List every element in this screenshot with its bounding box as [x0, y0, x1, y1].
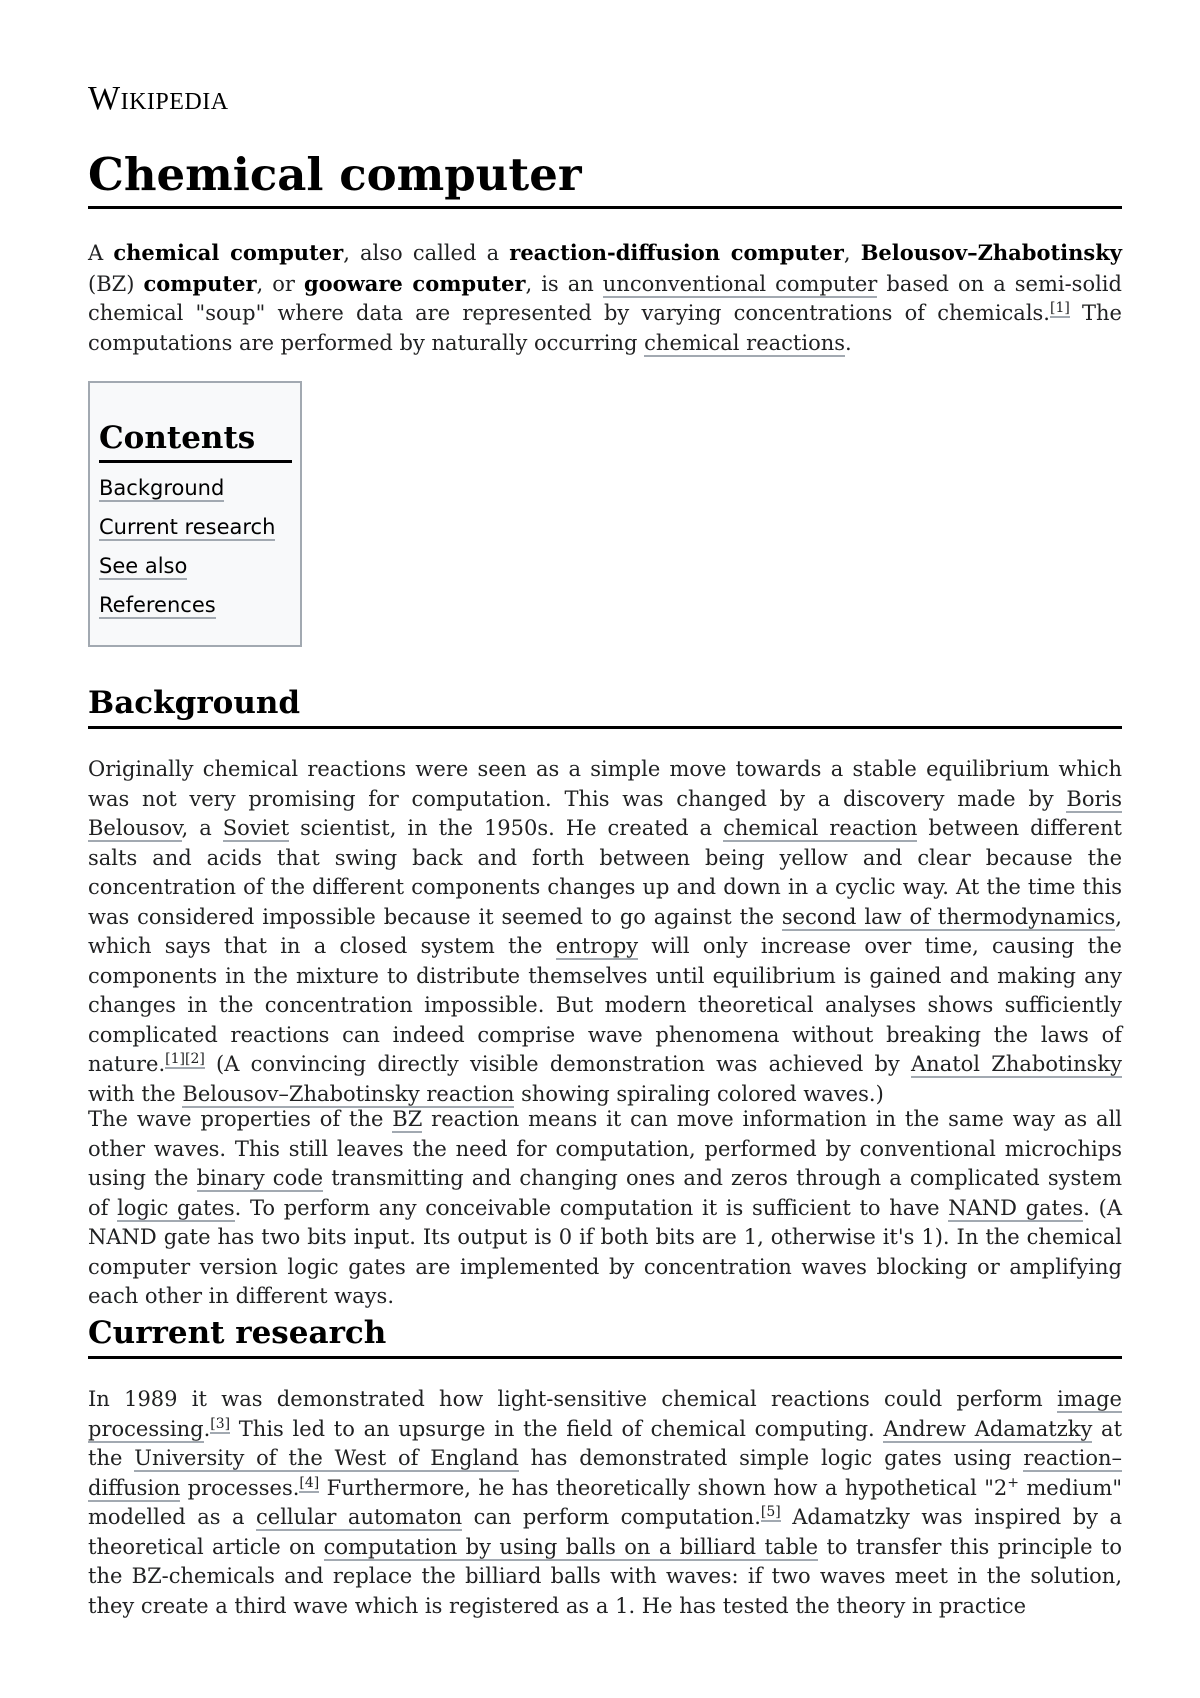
link-entropy[interactable]: entropy	[555, 934, 639, 958]
link-soviet[interactable]: Soviet	[222, 816, 290, 840]
toc-item-see-also[interactable]: See also	[99, 554, 188, 578]
heading-background: Background	[88, 688, 1122, 729]
bold-term: gooware computer	[303, 270, 526, 296]
citation-ref[interactable]: [1]	[1049, 300, 1070, 316]
link-belousov-zhabotinsky-reaction[interactable]: Belousov–Zhabotinsky reaction	[182, 1081, 515, 1106]
link-bz[interactable]: BZ	[392, 1107, 423, 1131]
citation-ref[interactable]: [4]	[299, 1474, 320, 1491]
link-andrew-adamatzky[interactable]: Andrew Adamatzky	[883, 1416, 1093, 1441]
citation-ref[interactable]: [5]	[760, 1504, 781, 1520]
citation-ref[interactable]: [3]	[210, 1415, 231, 1432]
page-title: Chemical computer	[88, 150, 1122, 209]
toc-title: Contents	[99, 423, 292, 463]
toc-item-current-research[interactable]: Current research	[99, 515, 276, 539]
link-reaction-diffusion[interactable]: reaction–diffusion	[88, 1446, 1122, 1500]
link-university-west-england[interactable]: University of the West of England	[134, 1446, 519, 1470]
link-chemical-reaction[interactable]: chemical reaction	[723, 816, 918, 840]
background-paragraph-1: Originally chemical reactions were seen as a simple move towards a stable equilibrium which was not very promising for computation. This was changed by a discovery made by Boris Belousov, a Soviet scientist, in the 1950s. He created a chemical reaction between different salts and acids that swing back and forth between being yellow and clear because the concentration of the different components changes up and down in a cyclic way. At the time this was considered impossible because it seemed to go against the second law of thermodynamics, which says that in a closed system the entropy will only increase over time, causing the components in the mixture to distribute themselves until equilibrium is gained and making any changes in the concentration impossible. But modern theoretical analyses shows sufficiently complicated reactions can indeed comprise wave phenomena without breaking the laws of nature.[1][2] (A convincing directly visible demonstration was achieved by Anatol Zhabotinsky with the Belousov–Zhabotinsky reaction showing spiraling colored waves.)	[88, 757, 1123, 1106]
heading-current-research: Current research	[88, 1318, 1122, 1359]
link-chemical-reactions[interactable]: chemical reactions	[644, 330, 846, 355]
link-image-processing[interactable]: image processing	[88, 1387, 1122, 1441]
intro-paragraph: A chemical computer, also called a reaction-diffusion computer, Belousov–Zhabotinsky (BZ) computer, or gooware computer, is an unconventional computer based on a semi-solid chemical "soup" where data are represented by varying concentrations of chemicals.[1] The computations are performed by naturally occurring chemical reactions.	[88, 240, 1122, 355]
link-billiard-ball-computer[interactable]: computation by using balls on a billiard table	[323, 1534, 819, 1559]
background-paragraph-2: The wave properties of the BZ reaction means it can move information in the same way as all other waves. This still leaves the need for computation, performed by conventional microchips using the binary code transmitting and changing ones and zeros through a complicated system of logic gates. To perform any conceivable computation it is sufficient to have NAND gates. (A NAND gate has two bits input. Its output is 0 if both bits are 1, otherwise it's 1). In the chemical computer version logic gates are implemented by concentration waves blocking or amplifying each other in different ways.	[88, 1107, 1123, 1308]
wikipedia-logo[interactable]: Wikipedia	[88, 80, 229, 117]
bold-term: computer	[143, 270, 257, 296]
toc-item-background[interactable]: Background	[99, 476, 225, 500]
citation-ref[interactable]: [2]	[185, 1051, 205, 1067]
toc-item-references[interactable]: References	[99, 593, 216, 617]
link-binary-code[interactable]: binary code	[196, 1166, 324, 1190]
bold-term: reaction-diffusion computer	[509, 240, 844, 265]
bold-term: Belousov–Zhabotinsky	[860, 240, 1122, 265]
link-logic-gates[interactable]: logic gates	[117, 1195, 235, 1220]
superscript-plus: +	[1007, 1474, 1019, 1491]
citation-ref[interactable]: [1]	[165, 1051, 185, 1067]
link-boris-belousov[interactable]: Boris Belousov	[88, 786, 1122, 840]
current-research-paragraph-1: In 1989 it was demonstrated how light-sensitive chemical reactions could perform image processing.[3] This led to an upsurge in the field of chemical computing. Andrew Adamatzky at the University of the West of England has demonstrated simple logic gates using reaction–diffusion processes.[4] Furthermore, he has theoretically shown how a hypothetical "2+ medium" modelled as a cellular automaton can perform computation.[5] Adamatzky was inspired by a theoretical article on computation by using balls on a billiard table to transfer this principle to the BZ-chemicals and replace the billiard balls with waves: if two waves meet in the solution, they create a third wave which is registered as a 1. He has tested the theory in practice	[88, 1387, 1123, 1618]
link-cellular-automaton[interactable]: cellular automaton	[256, 1505, 463, 1529]
link-second-law-thermodynamics[interactable]: second law of thermodynamics	[781, 904, 1116, 929]
link-unconventional-computer[interactable]: unconventional computer	[602, 271, 878, 296]
table-of-contents	[88, 381, 302, 647]
link-nand-gates[interactable]: NAND gates	[948, 1195, 1084, 1220]
bold-term: chemical computer	[113, 240, 344, 265]
link-anatol-zhabotinsky[interactable]: Anatol Zhabotinsky	[911, 1052, 1123, 1076]
